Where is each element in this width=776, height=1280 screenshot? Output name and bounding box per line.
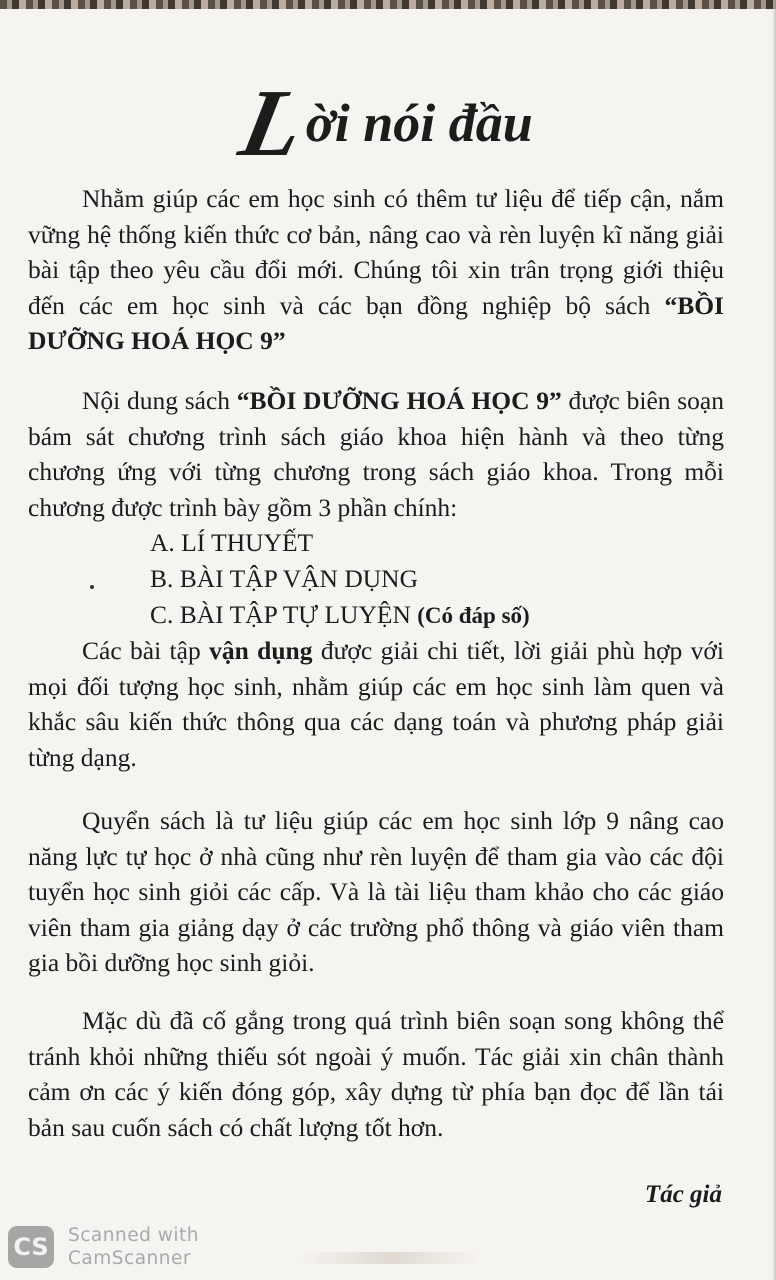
book-name-2: “BỒI DƯỠNG HOÁ HỌC 9” (236, 386, 562, 415)
watermark-line-1: Scanned with (68, 1225, 199, 1246)
paragraph-content (28, 383, 724, 525)
paragraph-content-lead: Nội dung sách (82, 386, 237, 415)
paragraph-content-text: được biên soạn bám sát chương trình sách giáo khoa hiện hành và theo từng chương ứng với từng chương trong sách giáo khoa. Trong mỗi chương được trình bày gồm 3 phần chính: (28, 386, 724, 522)
paragraph-exercises-lead: Các bài tập (82, 636, 210, 665)
paragraph-exercises-text: được giải chi tiết, lời giải phù hợp với mọi đối tượng học sinh, nhằm giúp các em học sinh làm quen và khắc sâu kiến thức thông qua các dạng toán và phương pháp giải từng dạng. (28, 636, 724, 772)
paragraph-thanks: Mặc dù đã cố gắng trong quá trình biên soạn song không thể tránh khỏi những thiếu sót ngoài ý muốn. Tác giải xin chân thành cảm ơn các ý kiến đóng góp, xây dựng từ phía bạn đọc để lần tái bản sau cuốn sách có chất lượng tốt hơn. (28, 1006, 724, 1142)
paragraph-intro (28, 181, 724, 359)
book-name: “BỒI DƯỠNG HOÁ HỌC 9” (28, 290, 724, 355)
watermark-line-2: CamScanner (68, 1248, 191, 1269)
section-item-exercises: B. BÀI TẬP VẬN DỤNG (150, 564, 419, 593)
stray-mark (90, 585, 94, 589)
page-edge-shadow (772, 0, 776, 1280)
title-initial: L (231, 69, 314, 176)
section-item-self-practice: C. BÀI TẬP TỰ LUYỆN (Có đáp số) (150, 600, 530, 629)
page-title (0, 69, 776, 176)
author-signature: Tác giả (644, 1181, 722, 1208)
book-edge-strip (0, 0, 776, 9)
keyword-van-dung: vận dụng (209, 636, 313, 665)
section-list (150, 525, 530, 634)
paragraph-purpose: Quyển sách là tư liệu giúp các em học sinh lớp 9 nâng cao năng lực tự học ở nhà cũng như rèn luyện để tham gia vào các đội tuyển học sinh giỏi các cấp. Và là tài liệu tham khảo cho các giáo viên tham gia giảng dạy ở các trường phổ thông và giáo viên tham gia bồi dưỡng học sinh giỏi. (28, 806, 724, 977)
scanner-watermark (8, 1222, 199, 1272)
paragraph-exercises (28, 633, 724, 775)
watermark-text (68, 1224, 199, 1270)
page-smudge (300, 1252, 480, 1264)
paragraph-intro-text: Nhằm giúp các em học sinh có thêm tư liệu để tiếp cận, nắm vững hệ thống kiến thức cơ bản, nâng cao và rèn luyện kĩ năng giải bài tập theo yêu cầu đổi mới. Chúng tôi xin trân trọng giới thiệu đến các em học sinh và các bạn đồng nghiệp bộ sách (28, 184, 724, 320)
camscanner-logo-icon: CS (8, 1226, 54, 1268)
title-rest: ời nói đầu (305, 93, 533, 153)
section-note: (Có đáp số) (417, 603, 530, 628)
section-item-theory: A. LÍ THUYẾT (150, 528, 314, 557)
